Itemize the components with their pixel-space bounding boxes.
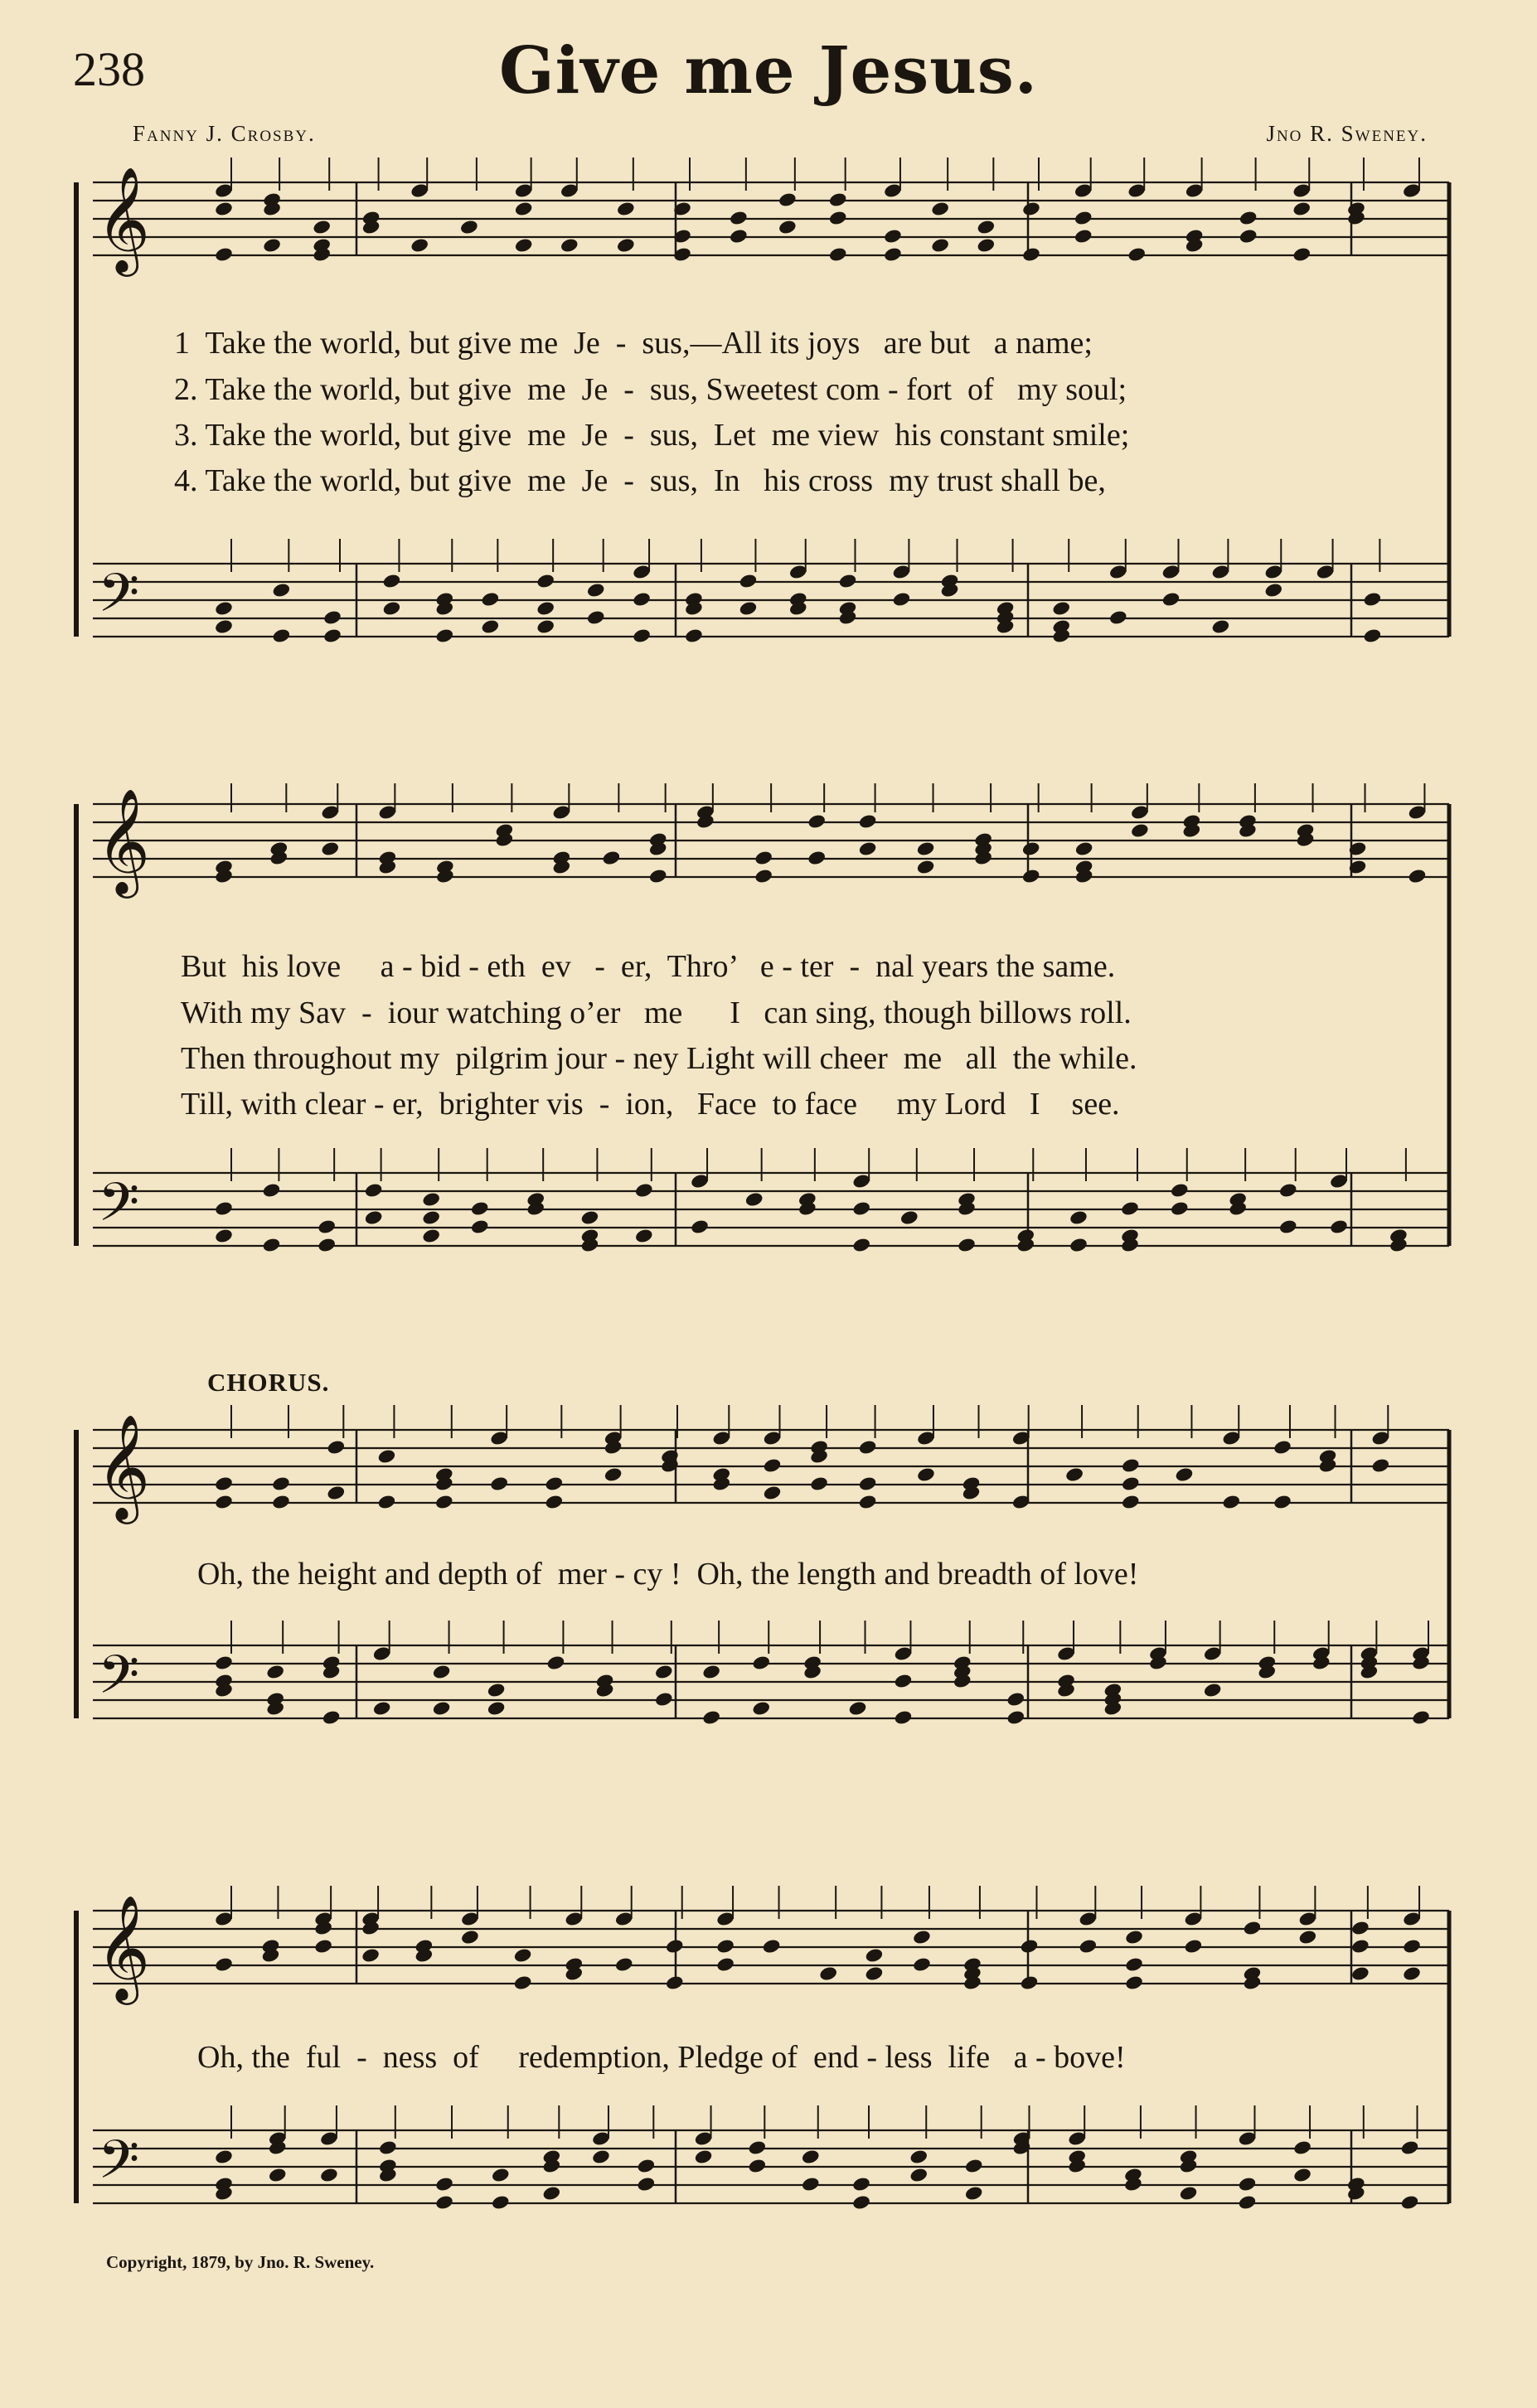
verse-line-2: 2. Take the world, but give me Je - sus, Sweetest com - fort of my soul; [174,372,1127,407]
verse-line-1: 1 Take the world, but give me Je - sus,—All its joys are but a name; [174,326,1093,361]
treble-staff-4 [93,1886,1449,1991]
page-number: 238 [73,42,145,96]
treble-staff-3 [93,1405,1449,1510]
copyright-notice: Copyright, 1879, by Jno. R. Sweney. [106,2252,375,2272]
bass-clef-icon: 𝄢 [98,563,140,637]
chorus-label: CHORUS. [207,1368,330,1397]
bass-clef-icon: 𝄢 [98,1645,140,1719]
treble-clef-icon: 𝄞 [96,787,151,894]
chorus-line-2: Oh, the ful - ness of redemption, Pledge of end - less life a - bove! [197,2040,1126,2075]
treble-clef-icon: 𝄞 [96,1413,151,1519]
bass-staff-3 [93,1621,1449,1726]
bass-clef-icon: 𝄢 [98,2129,140,2204]
treble-staff-1 [93,157,1449,263]
continuation-line-4: Till, with clear - er, brighter vis - ion, Face to face my Lord I see. [181,1087,1120,1122]
bass-staff-1 [93,539,1449,644]
composer-credit: Jno R. Sweney. [1266,121,1428,146]
treble-clef-icon: 𝄞 [96,1894,151,2000]
bass-clef-icon: 𝄢 [98,1172,140,1247]
continuation-line-1: But his love a - bid - eth ev - er, Thro’ e - ter - nal years the same. [181,949,1116,984]
bass-staff-4 [93,2105,1449,2211]
treble-staff-2 [93,783,1449,884]
verse-line-3: 3. Take the world, but give me Je - sus, Let me view his constant smile; [174,418,1130,453]
music-system-2 [0,783,1537,1281]
chorus-line-1: Oh, the height and depth of mer - cy ! Oh, the length and breadth of love! [197,1557,1139,1592]
treble-clef-icon: 𝄞 [96,166,151,272]
bass-staff-2 [93,1148,1449,1253]
lyricist-credit: Fanny J. Crosby. [133,121,316,146]
continuation-line-3: Then throughout my pilgrim jour - ney Light will cheer me all the while. [181,1041,1137,1076]
continuation-line-2: With my Sav - iour watching o’er me I can sing, though billows roll. [181,996,1132,1030]
hymn-title: Give me Jesus. [499,33,1038,109]
verse-line-4: 4. Take the world, but give me Je - sus, In his cross my trust shall be, [174,463,1106,498]
